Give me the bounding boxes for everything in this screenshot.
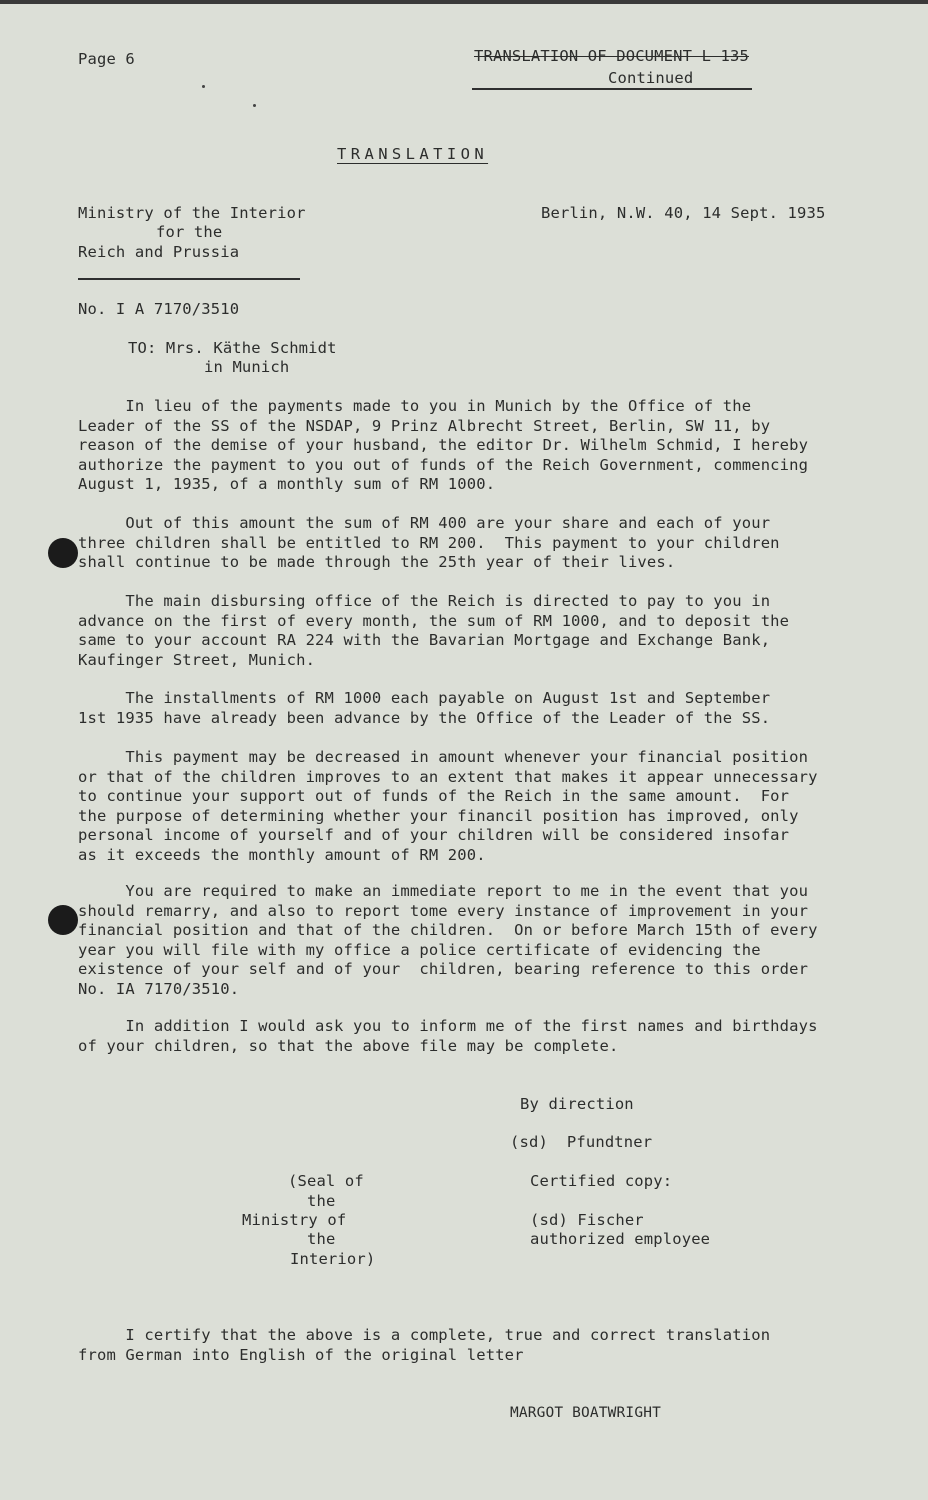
continued-label: Continued: [608, 69, 694, 87]
text-line: or that of the children improves to an extent that makes it appear unnecessary: [78, 767, 818, 786]
scan-top-edge: [0, 0, 928, 4]
date-line: Berlin, N.W. 40, 14 Sept. 1935: [541, 204, 826, 222]
text-line: No. IA 7170/3510.: [78, 979, 240, 998]
seal-line-3: Ministry of: [242, 1211, 347, 1229]
text-line: In lieu of the payments made to you in Munich by the Office of the: [78, 397, 752, 415]
text-line: authorize the payment to you out of funds of the Reich Government, commencing: [78, 455, 809, 474]
paragraph-share-allocation: [78, 514, 838, 573]
text-line: 1st 1935 have already been advance by the Office of the Leader of the SS.: [78, 708, 771, 727]
text-line: personal income of yourself and of your children will be considered insofar: [78, 826, 790, 844]
text-line: The main disbursing office of the Reich is directed to pay to you in: [78, 592, 771, 610]
letterhead-line-1: Ministry of the Interior: [78, 204, 306, 222]
paragraph-reporting-requirements: [78, 882, 838, 999]
scan-speck: [253, 104, 256, 107]
text-line: This payment may be decreased in amount whenever your financial position: [78, 748, 809, 766]
text-line: financial position and that of the children. On or before March 15th of every: [78, 921, 818, 939]
header-rule: [472, 88, 752, 90]
by-direction: By direction: [520, 1095, 634, 1113]
certified-copy: Certified copy:: [530, 1172, 673, 1190]
paragraph-disbursing-office: [78, 592, 838, 670]
punch-hole: [48, 905, 78, 935]
text-line: existence of your self and of your children, bearing reference to this order: [78, 960, 809, 978]
text-line: of your children, so that the above file may be complete.: [78, 1036, 619, 1055]
text-line: reason of the demise of your husband, the editor Dr. Wilhelm Schmid, I hereby: [78, 436, 809, 454]
certification-line-2: from German into English of the original letter: [78, 1346, 524, 1364]
seal-line-2: the: [307, 1192, 336, 1210]
letterhead-line-3: Reich and Prussia: [78, 243, 240, 261]
text-line: advance on the first of every month, the sum of RM 1000, and to deposit the: [78, 611, 790, 630]
letterhead-line-2: for the: [156, 223, 223, 241]
text-line: year you will file with my office a police certificate of evidencing the: [78, 940, 761, 959]
document-reference: TRANSLATION OF DOCUMENT L 135: [474, 47, 749, 65]
text-line: shall continue to be made through the 25th year of their lives.: [78, 553, 676, 571]
addressee-line-2: in Munich: [204, 358, 290, 376]
paragraph-payment-authorization: [78, 397, 838, 495]
page-label: Page 6: [78, 50, 135, 68]
paragraph-installments: [78, 689, 838, 728]
addressee-line-1: TO: Mrs. Käthe Schmidt: [128, 339, 337, 357]
seal-line-5: Interior): [290, 1250, 376, 1268]
text-line: In addition I would ask you to inform me of the first names and birthdays: [78, 1017, 818, 1035]
punch-hole: [48, 538, 78, 568]
text-line: Leader of the SS of the NSDAP, 9 Prinz Albrecht Street, Berlin, SW 11, by: [78, 416, 771, 435]
scan-speck: [202, 85, 205, 88]
text-line: August 1, 1935, of a monthly sum of RM 1000.: [78, 475, 496, 493]
text-line: The installments of RM 1000 each payable on August 1st and September: [78, 689, 771, 707]
text-line: should remarry, and also to report tome every instance of improvement in your: [78, 901, 809, 920]
text-line: same to your account RA 224 with the Bavarian Mortgage and Exchange Bank,: [78, 631, 771, 649]
page-title: TRANSLATION: [337, 145, 489, 163]
signed-fischer: (sd) Fischer: [530, 1211, 644, 1229]
translator-name: MARGOT BOATWRIGHT: [510, 1405, 661, 1421]
paragraph-decrease-conditions: [78, 748, 838, 865]
seal-line-4: the: [307, 1230, 336, 1248]
certification-line-1: I certify that the above is a complete, true and correct translation: [78, 1326, 771, 1344]
text-line: three children shall be entitled to RM 200. This payment to your children: [78, 533, 780, 552]
text-line: You are required to make an immediate report to me in the event that you: [78, 882, 809, 900]
authorized-employee: authorized employee: [530, 1230, 711, 1248]
paragraph-children-names: [78, 1017, 838, 1056]
text-line: the purpose of determining whether your financil position has improved, only: [78, 806, 799, 825]
reference-number: No. I A 7170/3510: [78, 300, 240, 318]
seal-line-1: (Seal of: [288, 1172, 364, 1190]
text-line: Out of this amount the sum of RM 400 are your share and each of your: [78, 514, 771, 532]
signed-pfundtner: (sd) Pfundtner: [510, 1133, 653, 1151]
text-line: as it exceeds the monthly amount of RM 200.: [78, 845, 486, 864]
letterhead-rule: [78, 278, 300, 280]
text-line: to continue your support out of funds of the Reich in the same amount. For: [78, 787, 790, 805]
text-line: Kaufinger Street, Munich.: [78, 650, 316, 669]
